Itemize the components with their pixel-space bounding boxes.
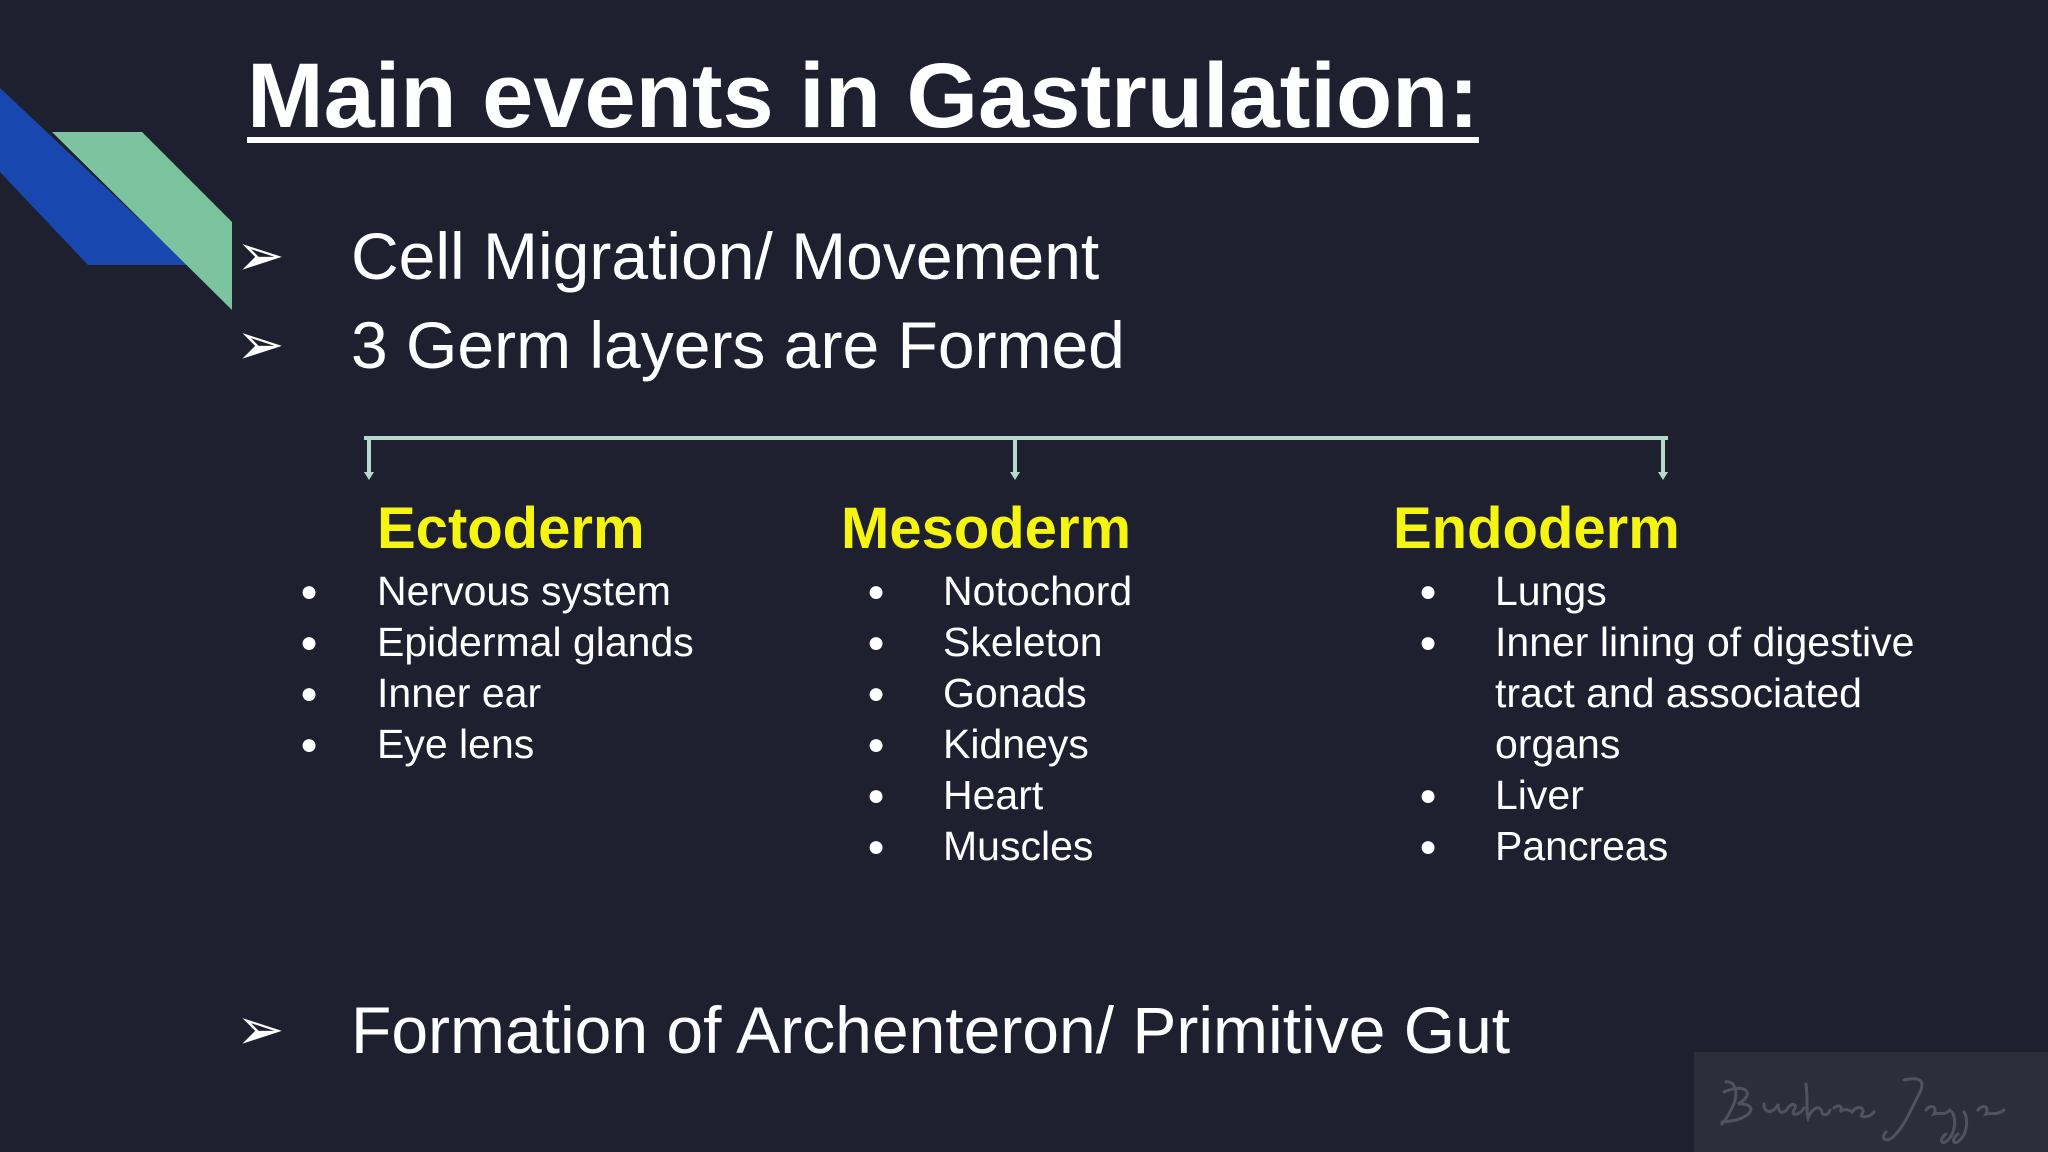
item-text: Gonads [943,670,1087,716]
bullet-icon: ● [867,677,886,710]
arrow-bullet-icon: ➢ [236,997,285,1062]
bullet-icon: ● [1419,779,1438,812]
list-item [867,617,1132,668]
list-item [1419,770,1914,821]
item-text: Heart [943,772,1044,818]
bullet-icon: ● [867,728,886,761]
item-text: Inner lining of digestive [1495,619,1915,665]
item-text: Eye lens [377,721,535,767]
ectoderm-heading: Ectoderm [377,496,645,561]
bullet-icon: ● [867,830,886,863]
item-text: Notochord [943,568,1133,614]
point-text: Cell Migration/ Movement [351,219,1100,293]
item-text: Nervous system [377,568,671,614]
slide-title: Main events in Gastrulation: [247,45,1479,147]
mesoderm-heading: Mesoderm [841,496,1132,561]
item-text: tract and associated [1495,670,1862,716]
list-item [1419,617,1915,668]
bullet-icon: ● [300,575,319,608]
point-archenteron [236,990,1510,1070]
arrow-bullet-icon: ➢ [236,223,285,288]
signature-watermark [1694,1052,2048,1152]
list-item [1495,668,1914,719]
list-item [867,566,1133,617]
list-item [300,566,694,617]
item-text: Pancreas [1495,823,1669,869]
item-text: Liver [1495,772,1584,818]
endoderm-heading: Endoderm [1393,496,1680,561]
germ-layer-bracket [360,432,1672,482]
item-text: Muscles [943,823,1094,869]
corner-decoration [0,0,240,320]
watermark [1694,1052,2048,1152]
bullet-icon: ● [867,626,886,659]
item-text: Inner ear [377,670,542,716]
point-text: Formation of Archenteron/ Primitive Gut [351,993,1511,1067]
list-item [300,719,694,770]
point-germ-layers [236,305,1125,385]
bullet-icon: ● [867,779,886,812]
item-text: organs [1495,721,1621,767]
ectoderm-list [300,566,694,770]
point-text: 3 Germ layers are Formed [351,308,1125,382]
bullet-icon: ● [300,626,319,659]
bullet-icon: ● [300,728,319,761]
item-text: Lungs [1495,568,1607,614]
list-item [867,821,1132,872]
point-cell-migration [236,216,1099,296]
list-item [300,617,694,668]
mesoderm-list [867,566,1133,872]
bullet-icon: ● [1419,830,1438,863]
item-text: Skeleton [943,619,1103,665]
list-item [1495,719,1914,770]
list-item [867,770,1132,821]
list-item [867,719,1132,770]
endoderm-list [1419,566,1915,872]
item-text: Epidermal glands [377,619,694,665]
list-item [1419,566,1914,617]
list-item [300,668,694,719]
bullet-icon: ● [300,677,319,710]
arrow-bullet-icon: ➢ [236,312,285,377]
bullet-icon: ● [1419,575,1438,608]
bullet-icon: ● [867,575,886,608]
item-text: Kidneys [943,721,1089,767]
list-item [867,668,1132,719]
list-item [1419,821,1914,872]
bullet-icon: ● [1419,626,1438,659]
